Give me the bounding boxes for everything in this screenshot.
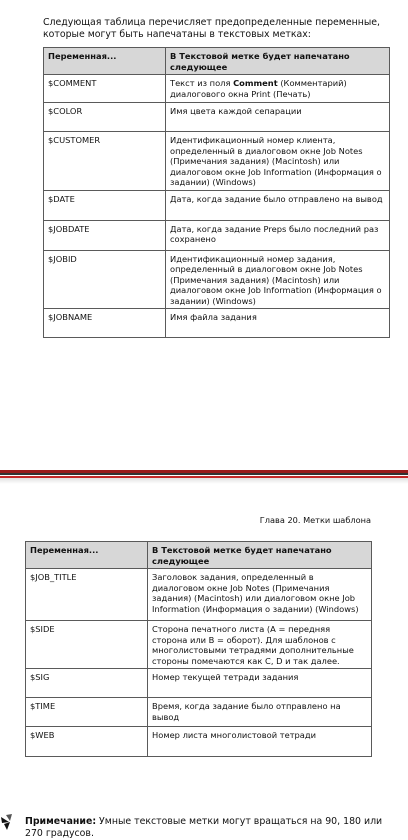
intro-paragraph: Следующая таблица перечисляет предопределенные переменные, которые могут быть напечатаны в текстовых метках: (43, 17, 381, 41)
description-cell (166, 75, 390, 103)
description-cell: Заголовок задания, определенный в диалоговом окне Job Notes (Примечания задания) (Macintosh) или диалоговом окне Job Information (Информация о задании) (Windows) (148, 569, 372, 621)
variable-cell: $DATE (44, 190, 166, 220)
table-header-row (44, 48, 390, 75)
description-text: (Комментарий) диалогового окна Print (Печать) (170, 78, 347, 99)
table-row (44, 190, 390, 220)
running-header: Глава 20. Метки шаблона (259, 515, 371, 525)
note-text: Умные текстовые метки могут вращаться на 90, 180 или 270 градусов. (25, 816, 383, 840)
table-row (44, 250, 390, 309)
description-text: Текст из поля (170, 78, 234, 88)
variable-cell: $TIME (26, 698, 148, 727)
table-header-row (26, 542, 372, 569)
table-row (44, 132, 390, 191)
description-cell: Имя цвета каждой сепарации (166, 103, 390, 132)
column-header-description: В Текстовой метке будет напечатано следующее (166, 48, 390, 75)
description-cell: Дата, когда задание было отправлено на вывод (166, 190, 390, 220)
column-header-variable: Переменная... (26, 542, 148, 569)
table-row (44, 103, 390, 132)
description-cell: Время, когда задание было отправлено на вывод (148, 698, 372, 727)
variable-cell: $COLOR (44, 103, 166, 132)
note-paragraph (25, 816, 385, 840)
table-row (44, 309, 390, 338)
page-separator (0, 470, 408, 484)
variable-cell: $JOBID (44, 250, 166, 309)
variable-cell: $SIDE (26, 621, 148, 669)
separator-shadow (0, 478, 408, 484)
table-row (26, 621, 372, 669)
column-header-description: В Текстовой метке будет напечатано следующее (148, 542, 372, 569)
variable-cell: $SIG (26, 669, 148, 698)
table-row (44, 220, 390, 250)
description-cell: Идентификационный номер задания, определенный в диалоговом окне Job Notes (Примечания задания) (Macintosh) или диалоговом окне Job Information (Информация о задании) (Windows) (166, 250, 390, 309)
variable-cell: $JOB_TITLE (26, 569, 148, 621)
variables-table-2 (25, 541, 372, 757)
variable-cell: $WEB (26, 727, 148, 757)
table-row (26, 727, 372, 757)
field-name: Comment (233, 78, 278, 88)
table-row (44, 75, 390, 103)
note-label: Примечание: (25, 816, 97, 828)
description-cell: Имя файла задания (166, 309, 390, 338)
separator-rule (0, 473, 408, 475)
table-row (26, 569, 372, 621)
table-row (26, 669, 372, 698)
variable-cell: $COMMENT (44, 75, 166, 103)
description-cell: Дата, когда задание Preps было последний раз сохранено (166, 220, 390, 250)
table-row (26, 698, 372, 727)
note-pointer-icon (0, 811, 22, 833)
variable-cell: $JOBNAME (44, 309, 166, 338)
description-cell: Номер листа многолистовой тетради (148, 727, 372, 757)
description-cell: Сторона печатного листа (A = передняя сторона или B = оборот). Для шаблонов с многолистовыми тетрадями дополнительные стороны помечаются как C, D и так далее. (148, 621, 372, 669)
variable-cell: $CUSTOMER (44, 132, 166, 191)
description-cell: Номер текущей тетради задания (148, 669, 372, 698)
description-cell: Идентификационный номер клиента, определенный в диалоговом окне Job Notes (Примечания задания) (Macintosh) или диалоговом окне Job Information (Информация о задании) (Windows) (166, 132, 390, 191)
column-header-variable: Переменная... (44, 48, 166, 75)
variable-cell: $JOBDATE (44, 220, 166, 250)
variables-table-1 (43, 47, 390, 338)
